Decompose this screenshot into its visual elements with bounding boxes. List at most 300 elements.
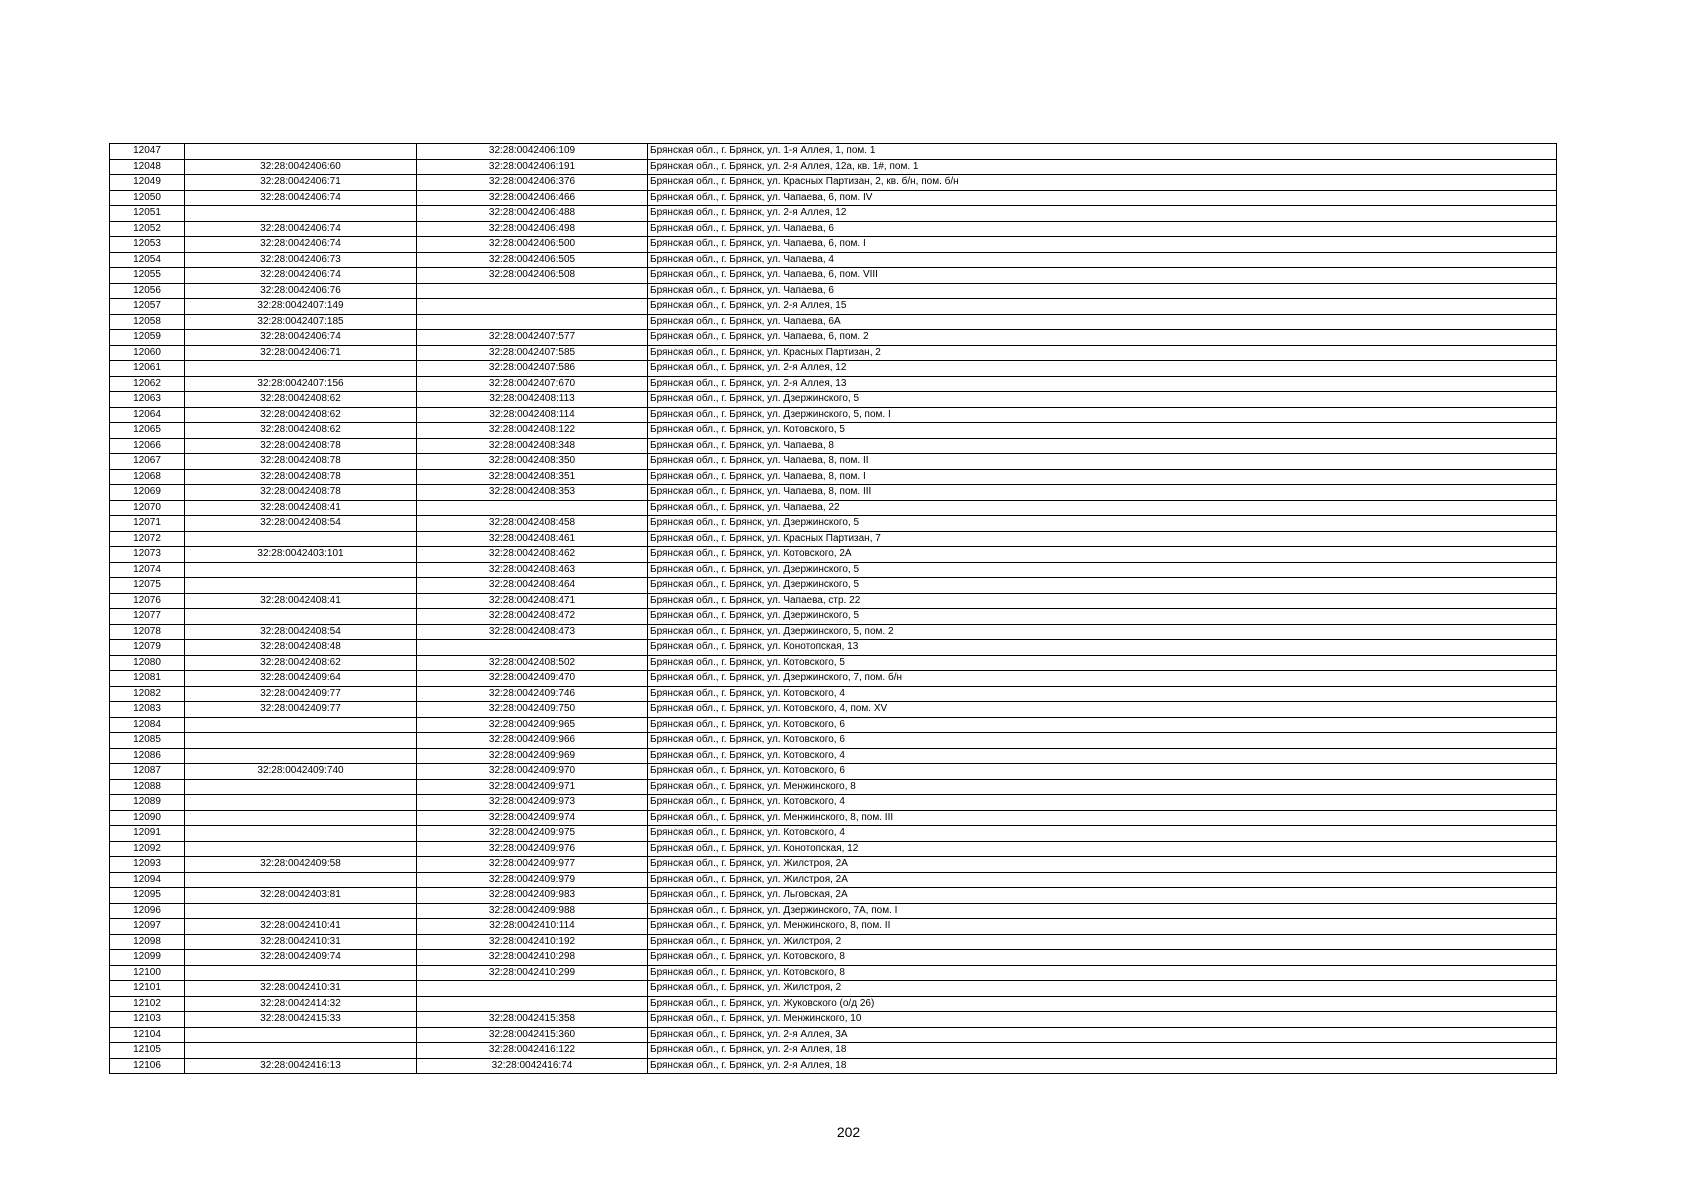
cadastral-number-cell: 32:28:0042409:979 <box>417 872 648 888</box>
old-cadastral-number-cell: 32:28:0042408:41 <box>185 593 417 609</box>
table-row <box>110 686 1557 702</box>
row-number-cell: 12054 <box>110 252 185 268</box>
table-row <box>110 190 1557 206</box>
address-cell: Брянская обл., г. Брянск, ул. Дзержинского, 5, пом. I <box>648 407 1557 423</box>
cadastral-number-cell: 32:28:0042408:462 <box>417 547 648 563</box>
old-cadastral-number-cell: 32:28:0042409:77 <box>185 686 417 702</box>
address-cell: Брянская обл., г. Брянск, ул. Чапаева, 8 <box>648 438 1557 454</box>
old-cadastral-number-cell: 32:28:0042408:78 <box>185 438 417 454</box>
address-cell: Брянская обл., г. Брянск, ул. Менжинского, 8 <box>648 779 1557 795</box>
address-cell: Брянская обл., г. Брянск, ул. Чапаева, стр. 22 <box>648 593 1557 609</box>
table-row <box>110 1058 1557 1074</box>
address-cell: Брянская обл., г. Брянск, ул. Конотопская, 12 <box>648 841 1557 857</box>
table-row <box>110 981 1557 997</box>
table-row <box>110 314 1557 330</box>
row-number-cell: 12051 <box>110 206 185 222</box>
row-number-cell: 12057 <box>110 299 185 315</box>
table-row <box>110 516 1557 532</box>
cadastral-number-cell: 32:28:0042408:502 <box>417 655 648 671</box>
table-row <box>110 361 1557 377</box>
cadastral-number-cell: 32:28:0042407:585 <box>417 345 648 361</box>
address-cell: Брянская обл., г. Брянск, ул. 2-я Аллея, 18 <box>648 1058 1557 1074</box>
address-cell: Брянская обл., г. Брянск, ул. Чапаева, 6, пом. VIII <box>648 268 1557 284</box>
address-cell: Брянская обл., г. Брянск, ул. Жилстроя, 2А <box>648 872 1557 888</box>
row-number-cell: 12096 <box>110 903 185 919</box>
old-cadastral-number-cell: 32:28:0042406:74 <box>185 190 417 206</box>
cadastral-number-cell: 32:28:0042409:988 <box>417 903 648 919</box>
cadastral-number-cell: 32:28:0042406:376 <box>417 175 648 191</box>
row-number-cell: 12078 <box>110 624 185 640</box>
table-row <box>110 159 1557 175</box>
row-number-cell: 12058 <box>110 314 185 330</box>
row-number-cell: 12105 <box>110 1043 185 1059</box>
old-cadastral-number-cell: 32:28:0042409:64 <box>185 671 417 687</box>
cadastral-number-cell: 32:28:0042408:353 <box>417 485 648 501</box>
cadastral-number-cell <box>417 981 648 997</box>
old-cadastral-number-cell: 32:28:0042406:74 <box>185 268 417 284</box>
row-number-cell: 12103 <box>110 1012 185 1028</box>
table-row <box>110 779 1557 795</box>
table-row <box>110 841 1557 857</box>
old-cadastral-number-cell <box>185 795 417 811</box>
old-cadastral-number-cell: 32:28:0042406:71 <box>185 345 417 361</box>
table-row <box>110 252 1557 268</box>
old-cadastral-number-cell: 32:28:0042409:740 <box>185 764 417 780</box>
old-cadastral-number-cell: 32:28:0042408:78 <box>185 485 417 501</box>
address-cell: Брянская обл., г. Брянск, ул. Чапаева, 6 <box>648 221 1557 237</box>
old-cadastral-number-cell: 32:28:0042408:78 <box>185 469 417 485</box>
row-number-cell: 12050 <box>110 190 185 206</box>
old-cadastral-number-cell: 32:28:0042414:32 <box>185 996 417 1012</box>
row-number-cell: 12072 <box>110 531 185 547</box>
cadastral-number-cell: 32:28:0042409:975 <box>417 826 648 842</box>
table-row <box>110 237 1557 253</box>
address-cell: Брянская обл., г. Брянск, ул. Чапаева, 8, пом. III <box>648 485 1557 501</box>
address-cell: Брянская обл., г. Брянск, ул. Котовского, 4 <box>648 826 1557 842</box>
cadastral-number-cell: 32:28:0042407:586 <box>417 361 648 377</box>
cadastral-number-cell: 32:28:0042406:488 <box>417 206 648 222</box>
table-row <box>110 330 1557 346</box>
row-number-cell: 12048 <box>110 159 185 175</box>
cadastral-number-cell: 32:28:0042408:464 <box>417 578 648 594</box>
address-cell: Брянская обл., г. Брянск, ул. Дзержинского, 7, пом. б/н <box>648 671 1557 687</box>
table-row <box>110 1027 1557 1043</box>
address-cell: Брянская обл., г. Брянск, ул. Чапаева, 6 <box>648 283 1557 299</box>
row-number-cell: 12099 <box>110 950 185 966</box>
cadastral-number-cell: 32:28:0042408:472 <box>417 609 648 625</box>
table-row <box>110 965 1557 981</box>
address-cell: Брянская обл., г. Брянск, ул. Дзержинского, 5, пом. 2 <box>648 624 1557 640</box>
cadastral-number-cell: 32:28:0042408:461 <box>417 531 648 547</box>
row-number-cell: 12081 <box>110 671 185 687</box>
row-number-cell: 12087 <box>110 764 185 780</box>
table-row <box>110 268 1557 284</box>
address-cell: Брянская обл., г. Брянск, ул. Жилстроя, 2 <box>648 934 1557 950</box>
address-cell: Брянская обл., г. Брянск, ул. 2-я Аллея, 12 <box>648 206 1557 222</box>
old-cadastral-number-cell: 32:28:0042406:60 <box>185 159 417 175</box>
row-number-cell: 12098 <box>110 934 185 950</box>
address-cell: Брянская обл., г. Брянск, ул. Менжинского, 10 <box>648 1012 1557 1028</box>
address-cell: Брянская обл., г. Брянск, ул. Котовского, 6 <box>648 764 1557 780</box>
old-cadastral-number-cell: 32:28:0042415:33 <box>185 1012 417 1028</box>
old-cadastral-number-cell: 32:28:0042406:73 <box>185 252 417 268</box>
old-cadastral-number-cell <box>185 562 417 578</box>
old-cadastral-number-cell: 32:28:0042407:149 <box>185 299 417 315</box>
address-cell: Брянская обл., г. Брянск, ул. Менжинского, 8, пом. III <box>648 810 1557 826</box>
old-cadastral-number-cell <box>185 609 417 625</box>
cadastral-number-cell: 32:28:0042410:299 <box>417 965 648 981</box>
old-cadastral-number-cell: 32:28:0042403:81 <box>185 888 417 904</box>
address-cell: Брянская обл., г. Брянск, ул. 2-я Аллея, 18 <box>648 1043 1557 1059</box>
old-cadastral-number-cell: 32:28:0042408:62 <box>185 392 417 408</box>
address-cell: Брянская обл., г. Брянск, ул. Дзержинского, 5 <box>648 392 1557 408</box>
table-row <box>110 671 1557 687</box>
table-row <box>110 919 1557 935</box>
cadastral-number-cell <box>417 996 648 1012</box>
row-number-cell: 12059 <box>110 330 185 346</box>
old-cadastral-number-cell: 32:28:0042406:74 <box>185 237 417 253</box>
old-cadastral-number-cell <box>185 578 417 594</box>
address-cell: Брянская обл., г. Брянск, ул. Дзержинского, 7А, пом. I <box>648 903 1557 919</box>
old-cadastral-number-cell <box>185 1027 417 1043</box>
table-row <box>110 640 1557 656</box>
cadastral-number-cell: 32:28:0042409:750 <box>417 702 648 718</box>
row-number-cell: 12063 <box>110 392 185 408</box>
row-number-cell: 12067 <box>110 454 185 470</box>
table-row <box>110 469 1557 485</box>
old-cadastral-number-cell <box>185 1043 417 1059</box>
address-cell: Брянская обл., г. Брянск, ул. Жилстроя, 2 <box>648 981 1557 997</box>
table-row <box>110 996 1557 1012</box>
table-row <box>110 810 1557 826</box>
table-row <box>110 857 1557 873</box>
address-cell: Брянская обл., г. Брянск, ул. Котовского, 6 <box>648 717 1557 733</box>
old-cadastral-number-cell: 32:28:0042407:156 <box>185 376 417 392</box>
address-cell: Брянская обл., г. Брянск, ул. Красных Партизан, 7 <box>648 531 1557 547</box>
row-number-cell: 12077 <box>110 609 185 625</box>
cadastral-number-cell: 32:28:0042415:358 <box>417 1012 648 1028</box>
cadastral-number-cell: 32:28:0042406:500 <box>417 237 648 253</box>
cadastral-number-cell: 32:28:0042408:350 <box>417 454 648 470</box>
old-cadastral-number-cell <box>185 965 417 981</box>
cadastral-number-cell: 32:28:0042408:471 <box>417 593 648 609</box>
table-row <box>110 1012 1557 1028</box>
cadastral-number-cell: 32:28:0042409:470 <box>417 671 648 687</box>
old-cadastral-number-cell: 32:28:0042408:41 <box>185 500 417 516</box>
address-cell: Брянская обл., г. Брянск, ул. Конотопская, 13 <box>648 640 1557 656</box>
cadastral-number-cell: 32:28:0042406:109 <box>417 144 648 160</box>
address-cell: Брянская обл., г. Брянск, ул. Чапаева, 8, пом. II <box>648 454 1557 470</box>
row-number-cell: 12101 <box>110 981 185 997</box>
old-cadastral-number-cell <box>185 779 417 795</box>
address-cell: Брянская обл., г. Брянск, ул. Чапаева, 6, пом. IV <box>648 190 1557 206</box>
cadastral-number-cell: 32:28:0042408:351 <box>417 469 648 485</box>
cadastral-number-cell: 32:28:0042409:976 <box>417 841 648 857</box>
address-cell: Брянская обл., г. Брянск, ул. Жуковского (о/д 26) <box>648 996 1557 1012</box>
old-cadastral-number-cell <box>185 206 417 222</box>
table-row <box>110 934 1557 950</box>
old-cadastral-number-cell: 32:28:0042406:74 <box>185 221 417 237</box>
address-cell: Брянская обл., г. Брянск, ул. Менжинского, 8, пом. II <box>648 919 1557 935</box>
cadastral-number-cell: 32:28:0042409:971 <box>417 779 648 795</box>
row-number-cell: 12047 <box>110 144 185 160</box>
table-row <box>110 175 1557 191</box>
table-row <box>110 578 1557 594</box>
cadastral-number-cell: 32:28:0042408:113 <box>417 392 648 408</box>
address-cell: Брянская обл., г. Брянск, ул. Чапаева, 4 <box>648 252 1557 268</box>
address-cell: Брянская обл., г. Брянск, ул. Котовского, 4 <box>648 686 1557 702</box>
table-row <box>110 717 1557 733</box>
old-cadastral-number-cell: 32:28:0042403:101 <box>185 547 417 563</box>
old-cadastral-number-cell: 32:28:0042408:54 <box>185 516 417 532</box>
cadastral-number-cell: 32:28:0042406:505 <box>417 252 648 268</box>
address-cell: Брянская обл., г. Брянск, ул. Дзержинского, 5 <box>648 562 1557 578</box>
address-cell: Брянская обл., г. Брянск, ул. 2-я Аллея, 12 <box>648 361 1557 377</box>
cadastral-number-cell: 32:28:0042409:974 <box>417 810 648 826</box>
cadastral-number-cell: 32:28:0042410:298 <box>417 950 648 966</box>
table-row <box>110 438 1557 454</box>
address-cell: Брянская обл., г. Брянск, ул. 2-я Аллея, 13 <box>648 376 1557 392</box>
cadastral-number-cell: 32:28:0042416:122 <box>417 1043 648 1059</box>
old-cadastral-number-cell: 32:28:0042409:58 <box>185 857 417 873</box>
table-row <box>110 454 1557 470</box>
table-row <box>110 206 1557 222</box>
cadastral-number-cell: 32:28:0042410:114 <box>417 919 648 935</box>
cadastral-number-cell: 32:28:0042406:508 <box>417 268 648 284</box>
address-cell: Брянская обл., г. Брянск, ул. Котовского, 5 <box>648 423 1557 439</box>
old-cadastral-number-cell: 32:28:0042406:74 <box>185 330 417 346</box>
address-cell: Брянская обл., г. Брянск, ул. Котовского, 6 <box>648 733 1557 749</box>
row-number-cell: 12071 <box>110 516 185 532</box>
row-number-cell: 12053 <box>110 237 185 253</box>
old-cadastral-number-cell: 32:28:0042408:62 <box>185 407 417 423</box>
row-number-cell: 12052 <box>110 221 185 237</box>
old-cadastral-number-cell: 32:28:0042407:185 <box>185 314 417 330</box>
old-cadastral-number-cell: 32:28:0042408:62 <box>185 655 417 671</box>
row-number-cell: 12091 <box>110 826 185 842</box>
table-row <box>110 531 1557 547</box>
cadastral-number-cell: 32:28:0042408:348 <box>417 438 648 454</box>
old-cadastral-number-cell <box>185 841 417 857</box>
address-cell: Брянская обл., г. Брянск, ул. Котовского, 4, пом. XV <box>648 702 1557 718</box>
row-number-cell: 12070 <box>110 500 185 516</box>
old-cadastral-number-cell <box>185 748 417 764</box>
cadastral-number-cell: 32:28:0042410:192 <box>417 934 648 950</box>
table-row <box>110 826 1557 842</box>
row-number-cell: 12085 <box>110 733 185 749</box>
cadastral-number-cell: 32:28:0042409:965 <box>417 717 648 733</box>
old-cadastral-number-cell: 32:28:0042416:13 <box>185 1058 417 1074</box>
cadastral-number-cell <box>417 500 648 516</box>
address-cell: Брянская обл., г. Брянск, ул. Красных Партизан, 2 <box>648 345 1557 361</box>
row-number-cell: 12090 <box>110 810 185 826</box>
cadastral-number-cell: 32:28:0042409:966 <box>417 733 648 749</box>
table-row <box>110 144 1557 160</box>
table-row <box>110 655 1557 671</box>
cadastral-number-cell: 32:28:0042409:969 <box>417 748 648 764</box>
old-cadastral-number-cell <box>185 872 417 888</box>
row-number-cell: 12086 <box>110 748 185 764</box>
cadastral-number-cell: 32:28:0042409:983 <box>417 888 648 904</box>
table-row <box>110 593 1557 609</box>
table-row <box>110 283 1557 299</box>
row-number-cell: 12060 <box>110 345 185 361</box>
address-cell: Брянская обл., г. Брянск, ул. Чапаева, 6, пом. 2 <box>648 330 1557 346</box>
row-number-cell: 12075 <box>110 578 185 594</box>
old-cadastral-number-cell <box>185 717 417 733</box>
cadastral-number-cell: 32:28:0042407:670 <box>417 376 648 392</box>
cadastral-number-cell: 32:28:0042409:977 <box>417 857 648 873</box>
table-row <box>110 345 1557 361</box>
row-number-cell: 12066 <box>110 438 185 454</box>
table-row <box>110 299 1557 315</box>
address-cell: Брянская обл., г. Брянск, ул. 2-я Аллея, 3А <box>648 1027 1557 1043</box>
cadastral-number-cell: 32:28:0042409:973 <box>417 795 648 811</box>
address-cell: Брянская обл., г. Брянск, ул. 1-я Аллея, 1, пом. 1 <box>648 144 1557 160</box>
row-number-cell: 12094 <box>110 872 185 888</box>
old-cadastral-number-cell <box>185 733 417 749</box>
old-cadastral-number-cell <box>185 531 417 547</box>
cadastral-number-cell: 32:28:0042416:74 <box>417 1058 648 1074</box>
address-cell: Брянская обл., г. Брянск, ул. Дзержинского, 5 <box>648 516 1557 532</box>
address-cell: Брянская обл., г. Брянск, ул. Чапаева, 6, пом. I <box>648 237 1557 253</box>
table-row <box>110 764 1557 780</box>
row-number-cell: 12092 <box>110 841 185 857</box>
address-cell: Брянская обл., г. Брянск, ул. Чапаева, 8, пом. I <box>648 469 1557 485</box>
old-cadastral-number-cell: 32:28:0042410:41 <box>185 919 417 935</box>
table-row <box>110 888 1557 904</box>
row-number-cell: 12055 <box>110 268 185 284</box>
old-cadastral-number-cell: 32:28:0042409:74 <box>185 950 417 966</box>
row-number-cell: 12106 <box>110 1058 185 1074</box>
table-row <box>110 407 1557 423</box>
old-cadastral-number-cell <box>185 810 417 826</box>
cadastral-number-cell: 32:28:0042407:577 <box>417 330 648 346</box>
address-cell: Брянская обл., г. Брянск, ул. Красных Партизан, 2, кв. б/н, пом. б/н <box>648 175 1557 191</box>
old-cadastral-number-cell: 32:28:0042410:31 <box>185 934 417 950</box>
table-row <box>110 609 1557 625</box>
row-number-cell: 12068 <box>110 469 185 485</box>
cadastral-number-cell: 32:28:0042406:466 <box>417 190 648 206</box>
table-row <box>110 795 1557 811</box>
address-cell: Брянская обл., г. Брянск, ул. Котовского, 8 <box>648 965 1557 981</box>
address-cell: Брянская обл., г. Брянск, ул. 2-я Аллея, 12а, кв. 1#, пом. 1 <box>648 159 1557 175</box>
old-cadastral-number-cell <box>185 826 417 842</box>
table-row <box>110 872 1557 888</box>
row-number-cell: 12064 <box>110 407 185 423</box>
row-number-cell: 12062 <box>110 376 185 392</box>
cadastral-number-cell <box>417 314 648 330</box>
row-number-cell: 12093 <box>110 857 185 873</box>
cadastral-number-cell <box>417 283 648 299</box>
table-row <box>110 562 1557 578</box>
table-row <box>110 221 1557 237</box>
old-cadastral-number-cell <box>185 361 417 377</box>
row-number-cell: 12083 <box>110 702 185 718</box>
old-cadastral-number-cell: 32:28:0042408:48 <box>185 640 417 656</box>
table-row <box>110 903 1557 919</box>
table-row <box>110 500 1557 516</box>
cadastral-number-cell: 32:28:0042409:746 <box>417 686 648 702</box>
row-number-cell: 12056 <box>110 283 185 299</box>
cadastral-number-cell: 32:28:0042406:191 <box>417 159 648 175</box>
registry-table-body <box>110 144 1557 1074</box>
row-number-cell: 12082 <box>110 686 185 702</box>
cadastral-number-cell: 32:28:0042408:122 <box>417 423 648 439</box>
table-row <box>110 950 1557 966</box>
table-row <box>110 1043 1557 1059</box>
row-number-cell: 12084 <box>110 717 185 733</box>
row-number-cell: 12097 <box>110 919 185 935</box>
row-number-cell: 12076 <box>110 593 185 609</box>
table-row <box>110 485 1557 501</box>
cadastral-number-cell: 32:28:0042408:114 <box>417 407 648 423</box>
row-number-cell: 12069 <box>110 485 185 501</box>
cadastral-number-cell: 32:28:0042408:473 <box>417 624 648 640</box>
address-cell: Брянская обл., г. Брянск, ул. Льговская, 2А <box>648 888 1557 904</box>
table-row <box>110 376 1557 392</box>
table-row <box>110 392 1557 408</box>
row-number-cell: 12100 <box>110 965 185 981</box>
address-cell: Брянская обл., г. Брянск, ул. Котовского, 2А <box>648 547 1557 563</box>
old-cadastral-number-cell: 32:28:0042408:78 <box>185 454 417 470</box>
row-number-cell: 12074 <box>110 562 185 578</box>
old-cadastral-number-cell: 32:28:0042406:71 <box>185 175 417 191</box>
registry-table <box>109 143 1557 1074</box>
table-row <box>110 624 1557 640</box>
table-row <box>110 423 1557 439</box>
old-cadastral-number-cell <box>185 903 417 919</box>
row-number-cell: 12079 <box>110 640 185 656</box>
address-cell: Брянская обл., г. Брянск, ул. Котовского, 4 <box>648 795 1557 811</box>
address-cell: Брянская обл., г. Брянск, ул. Дзержинского, 5 <box>648 578 1557 594</box>
row-number-cell: 12065 <box>110 423 185 439</box>
table-row <box>110 733 1557 749</box>
old-cadastral-number-cell: 32:28:0042410:31 <box>185 981 417 997</box>
address-cell: Брянская обл., г. Брянск, ул. Чапаева, 6А <box>648 314 1557 330</box>
row-number-cell: 12089 <box>110 795 185 811</box>
row-number-cell: 12049 <box>110 175 185 191</box>
row-number-cell: 12104 <box>110 1027 185 1043</box>
address-cell: Брянская обл., г. Брянск, ул. Котовского, 4 <box>648 748 1557 764</box>
table-row <box>110 748 1557 764</box>
table-row <box>110 702 1557 718</box>
row-number-cell: 12073 <box>110 547 185 563</box>
row-number-cell: 12080 <box>110 655 185 671</box>
old-cadastral-number-cell: 32:28:0042406:76 <box>185 283 417 299</box>
cadastral-number-cell: 32:28:0042408:458 <box>417 516 648 532</box>
address-cell: Брянская обл., г. Брянск, ул. Котовского, 5 <box>648 655 1557 671</box>
address-cell: Брянская обл., г. Брянск, ул. Котовского, 8 <box>648 950 1557 966</box>
old-cadastral-number-cell: 32:28:0042408:62 <box>185 423 417 439</box>
table-row <box>110 547 1557 563</box>
address-cell: Брянская обл., г. Брянск, ул. 2-я Аллея, 15 <box>648 299 1557 315</box>
cadastral-number-cell: 32:28:0042408:463 <box>417 562 648 578</box>
address-cell: Брянская обл., г. Брянск, ул. Чапаева, 22 <box>648 500 1557 516</box>
cadastral-number-cell: 32:28:0042415:360 <box>417 1027 648 1043</box>
old-cadastral-number-cell: 32:28:0042408:54 <box>185 624 417 640</box>
cadastral-number-cell <box>417 299 648 315</box>
address-cell: Брянская обл., г. Брянск, ул. Жилстроя, 2А <box>648 857 1557 873</box>
cadastral-number-cell: 32:28:0042406:498 <box>417 221 648 237</box>
page-number: 202 <box>836 1124 861 1140</box>
address-cell: Брянская обл., г. Брянск, ул. Дзержинского, 5 <box>648 609 1557 625</box>
old-cadastral-number-cell <box>185 144 417 160</box>
row-number-cell: 12088 <box>110 779 185 795</box>
row-number-cell: 12102 <box>110 996 185 1012</box>
old-cadastral-number-cell: 32:28:0042409:77 <box>185 702 417 718</box>
cadastral-number-cell <box>417 640 648 656</box>
